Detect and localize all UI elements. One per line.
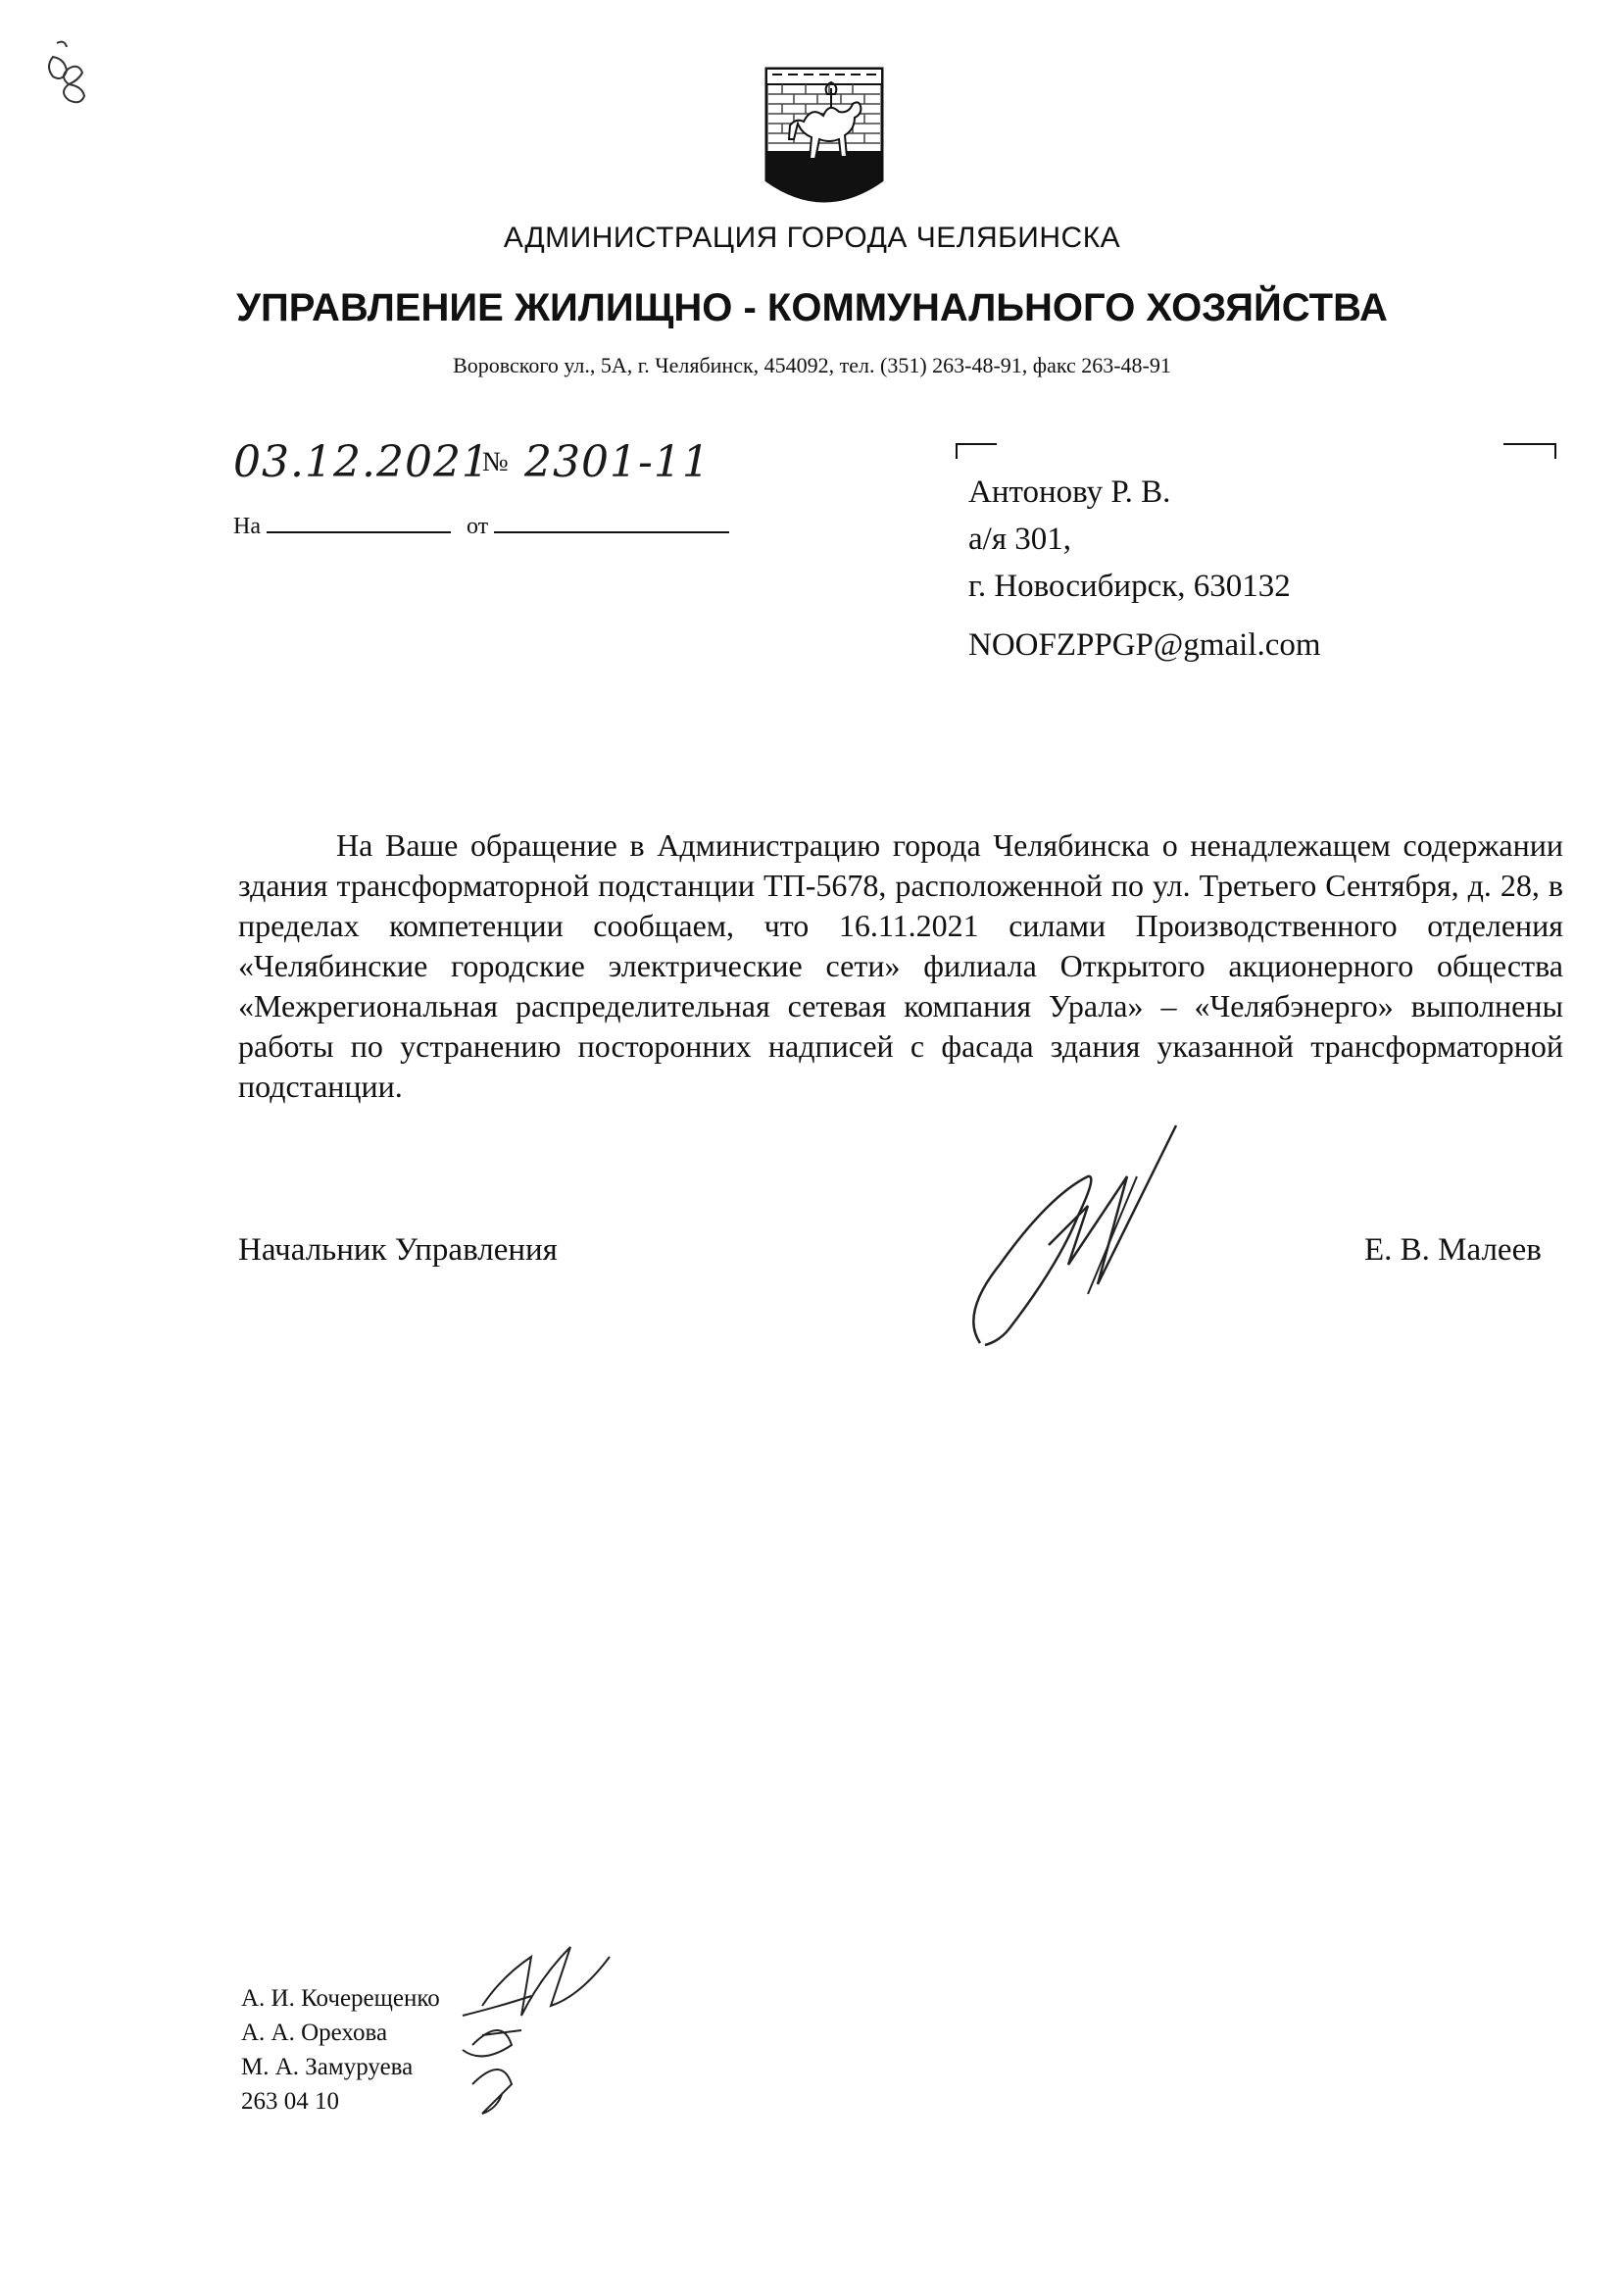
recipient-block (968, 469, 1291, 610)
letter-body (238, 825, 1563, 1107)
executor-phone: 263 04 10 (241, 2088, 339, 2115)
recipient-po-box: а/я 301, (968, 522, 1071, 557)
city-coat-of-arms-icon (763, 65, 886, 212)
department-address: Воровского ул., 5А, г. Челябинск, 454092, тел. (351) 263-48-91, факс 263-48-91 (453, 353, 1171, 377)
executor-name: А. И. Кочерещенко (241, 1985, 440, 2012)
executor-name: А. А. Орехова (241, 2020, 388, 2046)
number-label: № (482, 447, 509, 477)
department-title: УПРАВЛЕНИЕ ЖИЛИЩНО - КОММУНАЛЬНОГО ХОЗЯЙСТВА (236, 286, 1388, 329)
body-paragraph: На Ваше обращение в Администрацию города Челябинска о ненадлежащем содержании здания трансформаторной подстанции ТП-5678, расположенной по ул. Третьего Сентября, д. 28, в пределах компетенции сообщаем, что 16.11.2021 силами Производственного отделения «Челябинские городские электрические сети» филиала Открытого акционерного общества «Межрегиональная распределительная сетевая компания Урала» – «Челябэнерго» выполнены работы по устранению посторонних надписей с фасада здания указанной трансформаторной подстанции. (238, 827, 1563, 1104)
executor-initials-icon (443, 1937, 619, 2123)
address-bracket-right (1503, 443, 1556, 459)
handwritten-signature-icon (941, 1118, 1235, 1353)
registration-date: 03.12.2021 (233, 437, 490, 487)
executor-name: М. А. Замуруева (241, 2054, 414, 2080)
signer-position: Начальник Управления (238, 1232, 558, 1268)
from-label: от (466, 514, 489, 539)
administration-title: АДМИНИСТРАЦИЯ ГОРОДА ЧЕЛЯБИНСКА (503, 222, 1121, 254)
ref-blank (267, 530, 451, 533)
from-blank (494, 530, 729, 533)
recipient-city: г. Новосибирск, 630132 (968, 569, 1291, 604)
registration-number: 2301-11 (524, 437, 711, 487)
executors-block (241, 1981, 440, 2119)
reference-row (233, 514, 729, 540)
handwritten-page-number-icon (39, 37, 98, 106)
ref-label: На (233, 514, 261, 539)
recipient-email: NOOFZPPGP@gmail.com (968, 627, 1321, 663)
recipient-name: Антонову Р. В. (968, 474, 1171, 510)
signer-name: Е. В. Малеев (1364, 1232, 1542, 1268)
address-bracket-left (956, 443, 997, 459)
